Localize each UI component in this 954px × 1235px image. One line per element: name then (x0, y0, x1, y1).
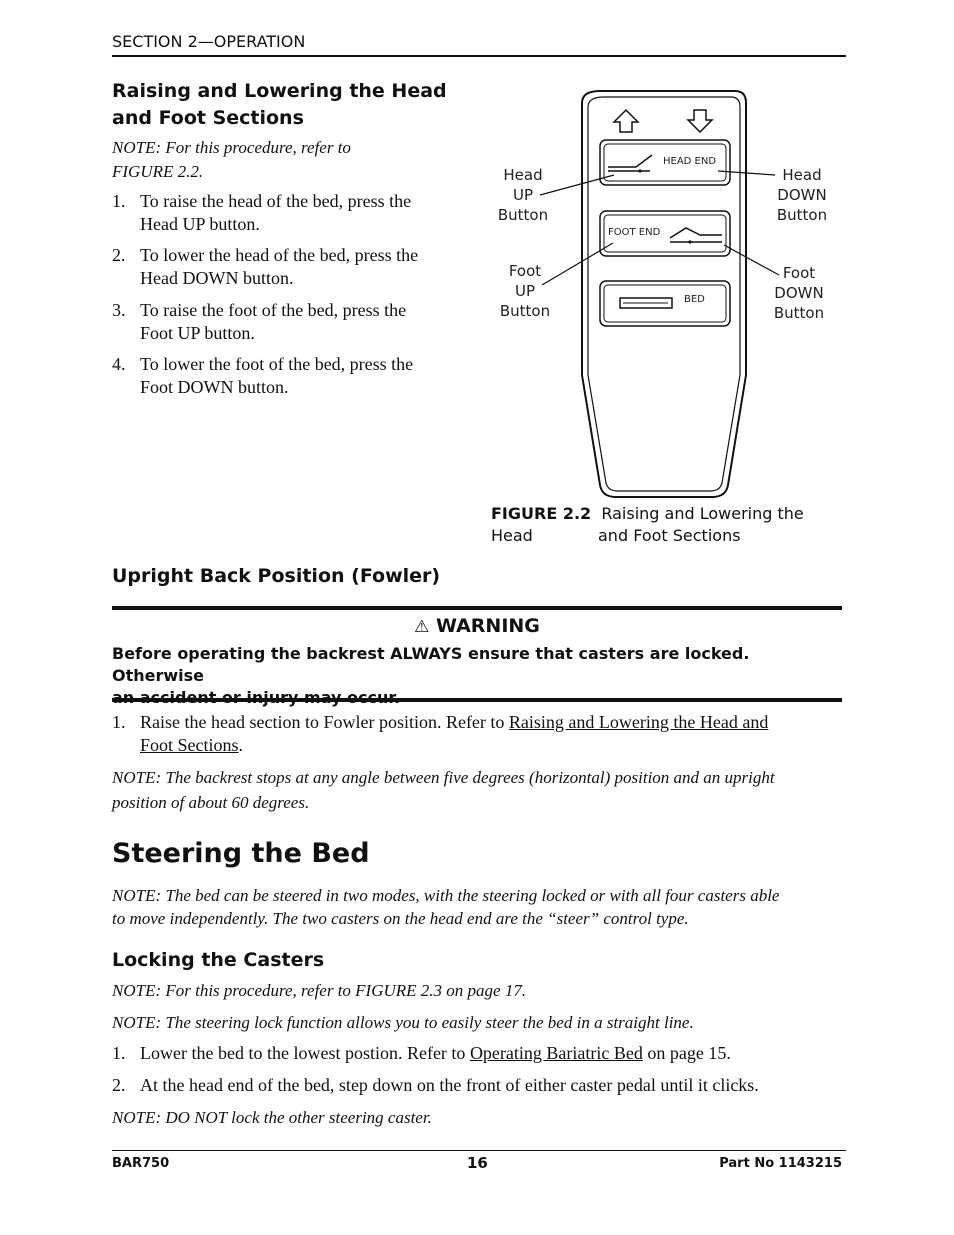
note-steering-lock: NOTE: The steering lock function allows you to easily steer the bed in a straight line. (112, 1013, 694, 1032)
list-item: 1. To raise the head of the bed, press the Head UP button. (112, 191, 412, 234)
heading-steering: Steering the Bed (112, 838, 370, 869)
figure-caption: FIGURE 2.2 Raising and Lowering the Head (491, 504, 804, 545)
note-backrest: NOTE: The backrest stops at any angle between five degrees (horizontal) position and an upright position of about 60 degrees. (112, 768, 775, 812)
section-title-fowler: Upright Back Position (Fowler) (112, 565, 441, 587)
link-operating-bariatric-bed[interactable]: Operating Bariatric Bed (469, 1043, 643, 1063)
foot-end-button: FOOT END (608, 227, 661, 238)
note-refer-figure: NOTE: For this procedure, refer to FIGURE 2.2. (112, 138, 351, 181)
head-end-button: HEAD END (663, 156, 717, 167)
label-foot-up: Foot UP Button (499, 262, 551, 320)
list-item: 2. To lower the head of the bed, press the Head DOWN button. (112, 245, 419, 288)
bed-button: BED (684, 294, 705, 305)
link-foot-sections[interactable]: Foot Sections (140, 735, 239, 755)
bed-head-raised-icon (608, 155, 652, 173)
list-item: 1. Lower the bed to the lowest postion. Refer to Operating Bariatric Bed on page 15. (112, 1043, 731, 1063)
warning-top-rule (112, 606, 842, 610)
up-arrow-icon (614, 110, 638, 132)
note-do-not-lock: NOTE: DO NOT lock the other steering caster. (112, 1108, 432, 1127)
down-arrow-icon (688, 110, 712, 132)
list-item: 1. Raise the head section to Fowler position. Refer to Raising and Lowering the Head and Foot Sections. (112, 712, 769, 755)
list-item: 2. At the head end of the bed, step down on the front of either caster pedal until it clicks. (112, 1075, 759, 1095)
link-raising-lowering[interactable]: Raising and Lowering the Head and (508, 712, 769, 732)
warning-triangle-icon: ⚠ (414, 617, 430, 637)
warning-bottom-rule (112, 698, 842, 702)
section-title-raising-lowering: Raising and Lowering the Head and Foot Sections (112, 80, 447, 129)
note-refer-figure-2-3: NOTE: For this procedure, refer to FIGURE 2.3 on page 17. (112, 981, 527, 1000)
section-header: SECTION 2—OPERATION (112, 32, 306, 51)
label-head-up: Head UP Button (497, 166, 549, 224)
list-item: 3. To raise the foot of the bed, press the Foot UP button. (112, 300, 407, 343)
warning-title: ⚠ WARNING (414, 615, 540, 637)
bed-flat-icon (620, 298, 672, 308)
footer-rule (112, 1150, 846, 1151)
figure-caption-line2: and Foot Sections (598, 526, 741, 545)
note-steering-modes: NOTE: The bed can be steered in two modes, with the steering locked or with all four casters able to move independently. The two casters on the head end are the “steer” control type. (112, 886, 780, 928)
page-number: 16 (467, 1154, 488, 1172)
header-rule (112, 55, 846, 57)
bed-foot-raised-icon (670, 228, 722, 244)
list-item: 4. To lower the foot of the bed, press the Foot DOWN button. (112, 354, 414, 397)
footer-model: BAR750 (112, 1156, 170, 1171)
footer-part-number: Part No 1143215 (719, 1156, 842, 1171)
warning-text: Before operating the backrest ALWAYS ensure that casters are locked. Otherwise (112, 644, 750, 685)
label-head-down: Head DOWN Button (776, 166, 828, 224)
label-foot-down: Foot DOWN Button (773, 264, 825, 322)
section-title-locking-casters: Locking the Casters (112, 949, 325, 971)
